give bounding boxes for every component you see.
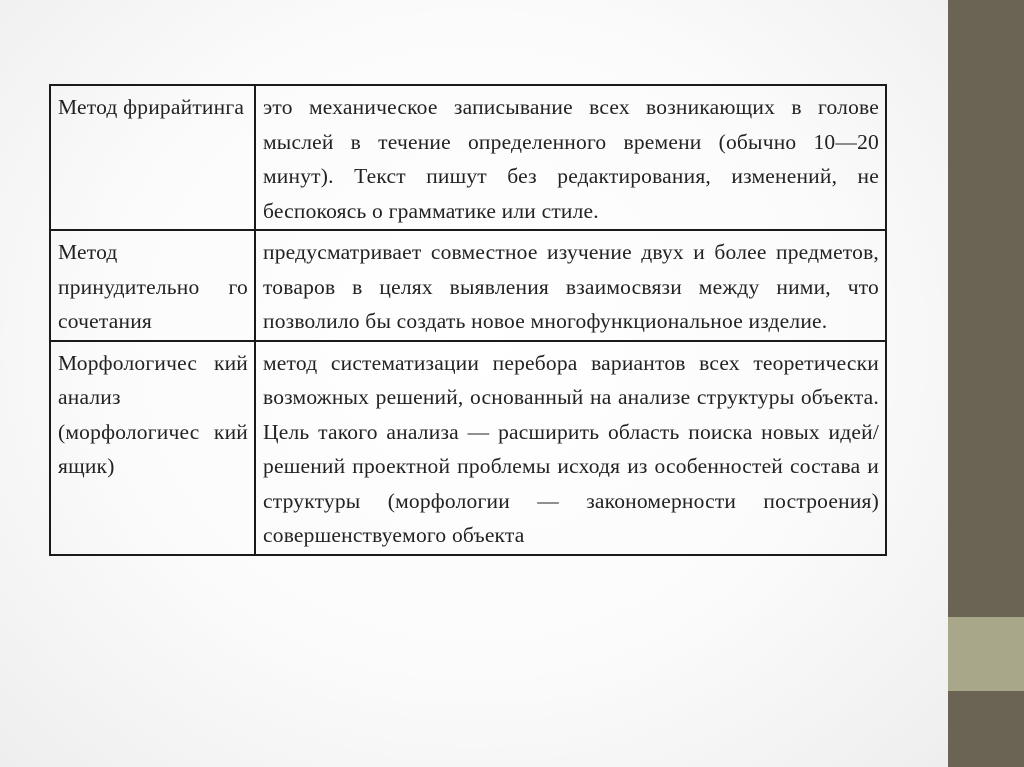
method-name-cell: Метод принудительно го сочетания bbox=[50, 230, 255, 341]
table-row bbox=[50, 341, 886, 555]
method-description-cell: метод систематизации перебора вариантов всех теоретически возможных решений, основанный на анализе структуры объекта. Цель такого анализа — расширить область поиска новых идей/решений проектной проблемы исходя из особенностей состава и структуры (морфологии — закономерности построения) совершенствуемого объекта bbox=[255, 341, 886, 555]
method-description-cell: это механическое записывание всех возникающих в голове мыслей в течение определенного времени (обычно 10—20 минут). Текст пишут без редактирования, изменений, не беспокоясь о грамматике или стиле. bbox=[255, 85, 886, 230]
method-name-cell: Морфологичес кий анализ (морфологичес кий ящик) bbox=[50, 341, 255, 555]
table-row bbox=[50, 230, 886, 341]
method-description-cell: предусматривает совместное изучение двух и более предметов, товаров в целях выявления взаимосвязи между ними, что позволило бы создать новое многофункциональное изделие. bbox=[255, 230, 886, 341]
sidebar-accent-block bbox=[948, 617, 1024, 691]
method-name-cell: Метод фрирайтинга bbox=[50, 85, 255, 230]
table-row bbox=[50, 85, 886, 230]
methods-table bbox=[49, 84, 887, 556]
